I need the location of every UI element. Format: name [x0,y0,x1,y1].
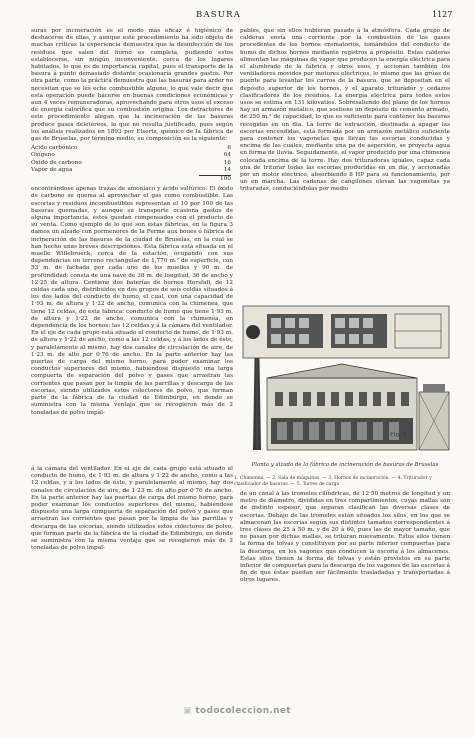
figure-caption: Planta y alzado de la fábrica de incineración de basuras de Bruselas [251,462,439,468]
right-column [240,28,450,194]
plant-illustration [237,300,455,460]
watermark-logo-icon: ▣ [183,706,192,716]
composition-row: Vapor de agua 14 [31,166,231,173]
right-paragraph-2: de un canal á las tromeles cilíndricas, de 12·50 metros de longitud y un metro de diámetro, divididas en tres compartimientos, cuyas mallas son de distinto espesor, que separan clasifican las diversas clases de escorias. Debajo de las tromeles están situados los silos, en los que se almacenan las escorias según sus distintos tamaños correspondientes á tres clases de 25 á 50 m. y de 20 á 60, pues las de mayor tamaño, que no pasan por dichas mallas, se trituran nuevamente. Estos silos tienen la forma de tolvas y constituyen por su parte inferior compuertas para la descarga, en los vagones que conducen la escoria á los almacenes. Estas silos tienen la forma de tolvas y están provistos en su parte inferior de compuertas para la descarga de los vagones de las escorias á fin de que éstas puedan ser fácilmente trasladadas y transportadas á otros lugares. [240,491,450,584]
left-column [31,28,233,417]
loading-tower-drawing [419,384,449,450]
figure-number: Fig. 3 [390,432,407,438]
composition-row: Oxígeno 64 [31,152,231,159]
running-title: BASURA [196,10,242,20]
right-column-continued [240,491,450,585]
left-paragraph-1: suras por incineración es el modo más eficaz é higiénico de deshacerse de ellas, y aunque este procedimiento ha sido objeto de muchas críticas la experiencia demuestra que la desinfección de los residuos que salen del horno es completa, pudiendo estos establecerse, sin ningún inconveniente, cerca de los lugares habitados, lo que es de importancia capital, pues el transporte de la basura á punto demasiado distante ocasionaría grandes gastos. Por otra parte, como la práctica demuestra que las basuras para arder no necesitan que se les eche combustible alguno, lo que vale decir que esta operación puede hacerse en buenas condiciones económicas y aun 4 veces remuneradoras, aprovechando para otros usos el exceso de energía calorífica que su combustión origina. Los detractores de este procedimiento alegan que la incineración de las basuras produce gases deletéreos, lo que no resulta justificado, pues según los análisis realizados en 1893 por Elsertz, químico de la fábrica de gas de Bruselas, por término medio, su composición es la siguiente: [31,28,233,143]
right-paragraph-1: pables, que sin ellos hubieran pasado á la atmósfera. Cada grupo de calderas envía una corriente por la combustión de los gases procedentes de los hornos crematorios, tomándolos del conducto de humo de dichos hornos mediante registros á propósito. Estas calderas alimentan las máquinas de vapor que producen la energía eléctrica para el alumbrado de la fábrica y otros usos, y accionan también los ventiladores movidos por motores eléctricos, lo mismo que las grúas de puente para levantar los carros de la basura, que se depositan en el depósito superior de los hornos, y el aparato triturador y cedazos clasificadores de los residuos. La energía eléctrica para todos estos usos se estima en 131 kilovatios. Sobresaliendo del plano de los hornos hay un armazón metálico, que sostiene un depósito de cemento armado, de 250 m.³ de capacidad, lo que es suficiente para contener las basuras recogidas en un día. La torre de extracción, destinada á apagar las escorias encendidas, está formada por un armazón metálico suficiente para contener los vagonetas que llevan las escorias conducidas y encima de las cuales, mediante una pa de aspersión, se proyecta agua en forma de lluvia. Seguidamente, el vapor producido por una chimenea colocada encima de la torre. Hay dos trituradoras iguales, capaz cada una de triturar todas las escorias producidas en un día, y accionadas por un motor eléctrico, absorbiendo 8 HP para su funcionamiento, por un en marcha. Las cadenas de cangilones elevan las vagonetas ya trituradas, conduciéndolas por medio [240,28,450,193]
plan-drawing [243,306,449,358]
page-header [0,6,475,22]
gas-composition-table [31,145,231,183]
composition-row: Óxido de carbono 16 [31,159,231,166]
page-number: 1127 [432,10,453,19]
left-paragraph-2: encontrándose apenas trazas de amoníaco y ácido sulfúrico. El óxido de carbono se quema al aprovechar el gas como combustible. Las escorias y residuos incombustibles representan el 10 por 100 de las basuras quemadas, y aunque su transporte ocasiona gastos de alguna importancia, éstos quedan compensados con el producto de su venta. Como ejemplo de lo que son estas fábricas, en la figura 3 damos un alzado con pormenores de la Ferme aux boues ó fábrica de incineración de las basuras de la ciudad de Bruselas, en la cual se han hecho unas breves descripciones. Esta fábrica está situada en el muelle Willebroeck, cerca de la estación, ocupando con sus dependencias un terreno rectangular de 1,770 m.² de superficie, con 53 m. de fachada por cada uno de los muelles y 90 m. de profundidad; consta de una nave de 38 m. de longitud, 36 de ancho y 12·25 de altura. Contiene dos baterías de hornos Horsfall, de 12 celdas cada uno, distribuidos en dos grupos de seis celdas situados á los dos lados del conducto de humo, el cual, con una capacidad de 1·93 m. de altura y 1·22 de ancho, comunica con la chimenea, que tiene 12 celdas, de esta fábrica: conducto de humo que tiene 1·93 m. de altura y 1·22 de ancho, comunica con la chimenea, en dependencia de los hornos: las 12 celdas y á la cámara del ventilador. En el eje de cada grupo está situado el conducto de humo, de 1·93 m. de altura y 1·22 de ancho, como a las 12 celdas, y á los lados de éste, y paralelamente al mismo, hay dos canales de circulación de aire, de 1·23 m. de alto por 0·76 de ancho. En la parte anterior hay las puertas de carga del mismo horno, para poder examinar los conductos superiores del mismo, habiéndose dispuesto una larga compuerta de separación del polvo y gases que arrastran las corrientes que pasan por la limpia de las parrillas y descarga de las escorias, siendo utilizados estos colectores de polvo, que forman parte de la fábrica de la ciudad de Edimburgo, en donde se suministra con la misma ventaja que se recogieron más de 2 toneladas de polvo impal- [31,186,233,416]
left-paragraph-3: á la cámara del ventilador. En el eje de cada grupo está situado el conducto de humo, de 1·93 m. de altura y 1·22 de ancho, como a las 12 celdas, y á los lados de éste, y paralelamente al mismo, hay dos canales de circulación de aire, de 1·23 m. de alto por 0·76 de ancho. En la parte anterior hay las puertas de carga del mismo horno, para poder examinar los conductos superiores del mismo, habiéndose dispuesto una larga compuerta de separación del polvo y gases que arrastran las corrientes que pasan por la limpia de las parrillas y descarga de las escorias, siendo utilizados estos colectores de polvo, que forman parte de la fábrica de la ciudad de Edimburgo, en donde se suministra con la misma ventaja que se recogieron más de 2 toneladas de polvo impal- [31,466,233,552]
watermark [112,706,362,716]
composition-row: Ácido carbónico 6 [31,145,231,152]
figure-legend: 1. Chimenea. — 2. Sala de máquinas. — 3. Hornos de incineración. — 4. Triturador y clasificador de basuras. — 5. Torres de carga [234,476,432,487]
composition-total: 100 [220,176,231,182]
watermark-text: todocoleccion.net [195,706,291,716]
left-column-continued [31,466,233,552]
